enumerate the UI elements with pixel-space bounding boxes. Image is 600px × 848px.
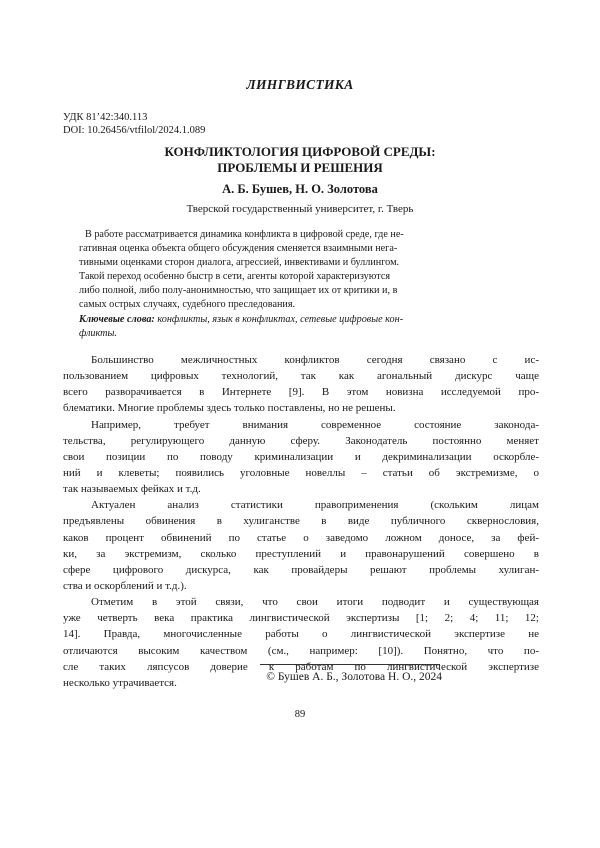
authors: А. Б. Бушев, Н. О. Золотова: [222, 182, 378, 196]
title-line: ПРОБЛЕМЫ И РЕШЕНИЯ: [217, 160, 383, 175]
body-line: 14]. Правда, многочисленные работы о лингвистической экспертизе не: [63, 628, 539, 641]
title-line: КОНФЛИКТОЛОГИЯ ЦИФРОВОЙ СРЕДЫ:: [164, 144, 436, 159]
affiliation: Тверской государственный университет, г. Тверь: [186, 203, 414, 215]
abstract-line: самых острых случаях, судебного преследования.: [79, 299, 296, 311]
body-line: отличаются высоким качеством (см., например: [10]). Понятно, что по-: [63, 644, 539, 657]
doi: DOI: 10.26456/vtfilol/2024.1.089: [63, 125, 206, 136]
body-line: Актуален анализ статистики правоприменения (скольким лицам: [91, 499, 539, 512]
abstract-line: Такой переход особенно быстр в сети, агенты которой характеризуются: [79, 271, 391, 283]
body-line: предъявлены обвинения в хулиганстве в виде публичного сквернословия,: [63, 515, 539, 528]
body-line: Например, требует внимания современное состояние законода-: [91, 418, 539, 431]
abstract-line: гативная оценка объекта общего обсуждения сменяется взаимными нега-: [79, 243, 398, 255]
article-body: [63, 352, 539, 691]
body-line: ки, за экстремизм, сколько преступлений и правонарушений совершено в: [63, 547, 539, 560]
section-heading: ЛИНГВИСТИКА: [246, 77, 354, 92]
keywords-label: Ключевые слова:: [79, 313, 155, 325]
keywords-line: [79, 313, 519, 327]
article-title: [0, 144, 600, 176]
body-line: каков процент обвинений по статье о заведомо ложном доносе, за фей-: [63, 531, 539, 544]
body-line: ний и клеветы; появились уголовные новеллы – статьи об экстремизме, о: [63, 466, 539, 479]
body-line: блематики. Многие проблемы здесь только поставлены, но не решены.: [63, 402, 396, 415]
body-line: несколько утрачивается.: [63, 676, 177, 689]
body-line: Отметим в этой связи, что свои итоги подводит и существующая: [91, 596, 539, 609]
abstract: [79, 228, 519, 341]
abstract-line: либо полной, либо полу-анонимностью, что защищает их от критики и, в: [79, 285, 398, 297]
keywords-text: фликты.: [79, 327, 117, 339]
body-line: всего разворачивается в Интернете [9]. В этом новизна исследуемой про-: [63, 386, 539, 399]
body-line: сле таких ляпсусов доверие к работам по лингвистической экспертизе: [63, 660, 539, 673]
body-line: Большинство межличностных конфликтов сегодня связано с ис-: [91, 354, 539, 366]
udc-code: УДК 81’42:340.113: [63, 112, 148, 123]
copyright-rule: [260, 664, 440, 665]
abstract-line: тивными оценками сторон диалога, агрессией, инвективами и буллингом.: [79, 257, 400, 269]
body-line: уже четверть века практика лингвистической экспертизы [1; 2; 4; 11; 12;: [63, 612, 539, 625]
body-line: ства и оскорблений и т.д.).: [63, 579, 187, 592]
body-line: свои позиции по поводу криминализации и декриминализации оскорбле-: [63, 450, 539, 463]
body-line: тельства, регулирующего данную сферу. Законодатель постоянно меняет: [63, 434, 539, 447]
copyright: © Бушев А. Б., Золотова Н. О., 2024: [266, 671, 442, 683]
body-line: так называемых фейках и т.д.: [63, 483, 201, 496]
abstract-line: В работе рассматривается динамика конфликта в цифровой среде, где не-: [85, 229, 404, 240]
body-line: пользованием цифровых технологий, так как агональный дискурс чаще: [63, 370, 539, 383]
body-line: сфере цифрового дискурса, как провайдеры решают проблемы хулиган-: [63, 563, 539, 576]
page-number: 89: [294, 709, 306, 720]
keywords-text: конфликты, язык в конфликтах, сетевые цифровые кон-: [157, 313, 404, 325]
